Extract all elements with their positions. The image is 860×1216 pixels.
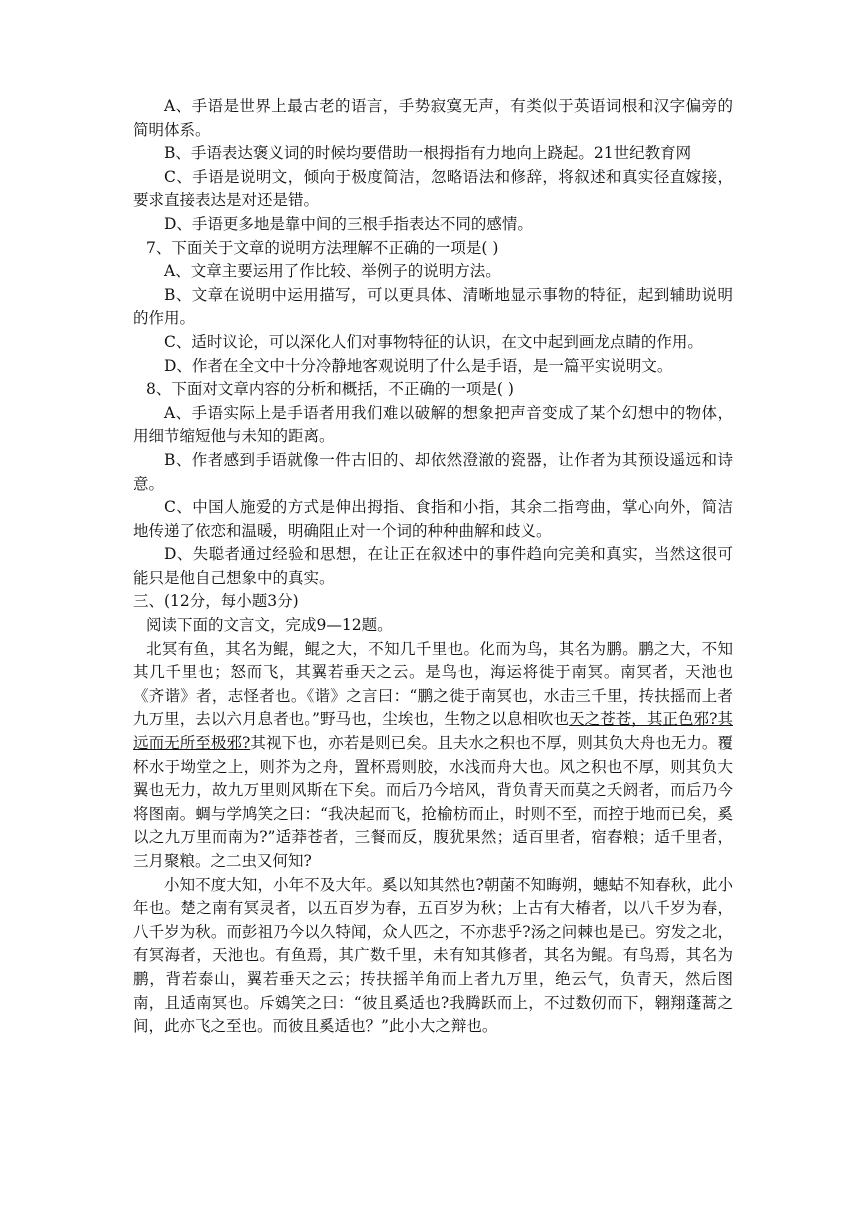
question-8: 8、下面对文章内容的分析和概括，不正确的一项是( ) [146,380,514,399]
classical-passage-1 [133,638,733,874]
section-3-heading: 三、(12分，每小题3分) [133,592,299,611]
underlined-sentence: 天之苍苍，其正色邪?其远而无所至极邪? [133,710,733,753]
passage-1-text-before: 北冥有鱼，其名为鲲，鲲之大，不知几千里也。化而为鸟，其名为鹏。鹏之大，不知其几千里也；怒而飞，其翼若垂天之云。是鸟也，海运将徙于南冥。南冥者，天池也《齐谐》者，志怪者也。《谐》之言曰：“鹏之徙于南冥也，水击三千里，抟扶摇而上者九万里，去以六月息者也。”野马也，尘埃也，生物之以息相吹也 [133,639,733,729]
option-c-q7: C、适时议论，可以深化人们对事物特征的认识，在文中起到画龙点睛的作用。 [164,332,703,351]
option-b-q8: B、作者感到手语就像一件古旧的、却依然澄澈的瓷器，让作者为其预设遥远和诗意。 [133,450,733,493]
option-a-q6: A、手语是世界上最古老的语言，手势寂寞无声，有类似于英语词根和汉字偏旁的简明体系。 [133,97,733,139]
passage-1-text-after: 其视下也，亦若是则已矣。且夫水之积也不厚，则其负大舟也无力。覆杯水于坳堂之上，则芥为之舟，置杯焉则胶，水浅而舟大也。风之积也不厚，则其负大翼也无力，故九万里则风斯在下矣。而后乃今培风，背负青天而莫之夭阏者，而后乃今将图南。蜩与学鸠笑之曰：“我决起而飞，抢榆枋而止，时则不至，而控于地而已矣，奚以之九万里而南为?”适莽苍者，三餐而反，腹犹果然；适百里者，宿舂粮；适千里者，三月聚粮。之二虫又何知? [133,734,733,870]
option-d-q8: D、失聪者通过经验和思想，在让正在叙述中的事件趋向完美和真实，当然这很可能只是他自己想象中的真实。 [133,545,733,587]
option-c-q6: C、手语是说明文，倾向于极度简洁，忽略语法和修辞，将叙述和真实径直嫁接，要求直接表达是对还是错。 [133,167,733,210]
option-c-q8: C、中国人施爱的方式是伸出拇指、食指和小指，其余二指弯曲，掌心向外，简洁地传递了依恋和温暖，明确阻止对一个词的种种曲解和歧义。 [133,498,733,540]
classical-passage-2: 小知不度大知，小年不及大年。奚以知其然也?朝菌不知晦朔，蟪蛄不知春秋，此小年也。楚之南有冥灵者，以五百岁为春，五百岁为秋；上古有大椿者，以八千岁为春，八千岁为秋。而彭祖乃今以久特闻，众人匹之，不亦悲乎?汤之问棘也是已。穷发之北，有冥海者，天池也。有鱼焉，其广数千里，未有知其修者，其名为鲲。有鸟焉，其名为鹏，背若泰山，翼若垂天之云；抟扶摇羊角而上者九万里，绝云气，负青天，然后图南，且适南冥也。斥鴳笑之曰：“彼且奚适也?我腾跃而上，不过数仞而下，翱翔蓬蒿之间，此亦飞之至也。而彼且奚适也？”此小大之辩也。 [133,875,733,1036]
option-b-q6: B、手语表达褒义词的时候均要借助一根拇指有力地向上跷起。21世纪教育网 [164,144,692,163]
option-d-q6: D、手语更多地是靠中间的三根手指表达不同的感情。 [164,214,533,233]
text-column [133,95,733,1039]
reading-instruction: 阅读下面的文言文，完成9—12题。 [146,616,393,635]
option-a-q8: A、手语实际上是手语者用我们难以破解的想象把声音变成了某个幻想中的物体，用细节缩短他与未知的距离。 [133,403,733,446]
option-a-q7: A、文章主要运用了作比较、举例子的说明方法。 [164,262,501,281]
question-7: 7、下面关于文章的说明方法理解不正确的一项是( ) [146,238,499,257]
option-d-q7: D、作者在全文中十分冷静地客观说明了什么是手语，是一篇平实说明文。 [164,356,673,375]
option-b-q7: B、文章在说明中运用描写，可以更具体、清晰地显示事物的特征，起到辅助说明的作用。 [133,285,733,328]
